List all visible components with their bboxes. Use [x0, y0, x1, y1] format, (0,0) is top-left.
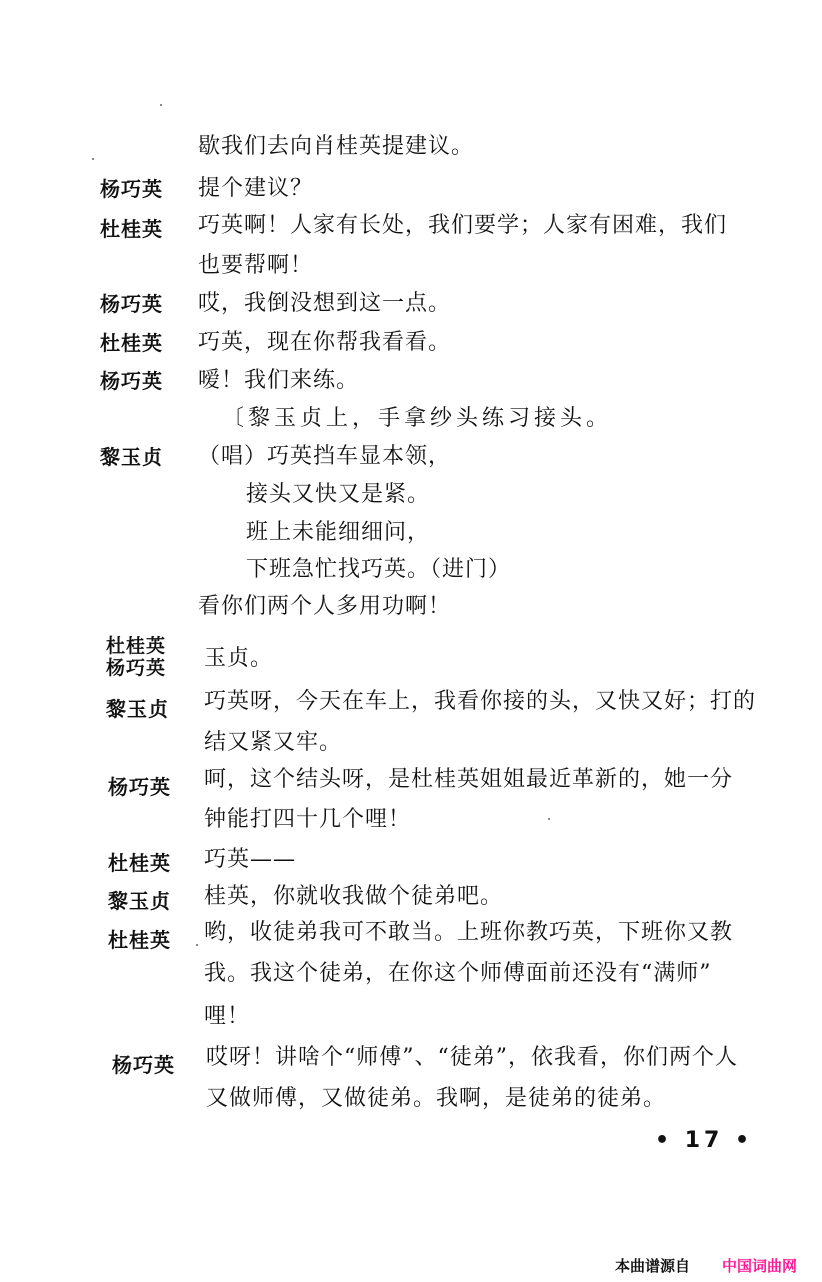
dialogue-line: 哩！ [204, 1004, 251, 1029]
watermark-prefix: 本曲谱源自 [615, 1257, 691, 1275]
speaker-name: 杨巧英 [108, 775, 171, 799]
dialogue-line: 歇我们去向肖桂英提建议。 [198, 134, 475, 159]
dialogue-line: 巧英呀，今天在车上，我看你接的头，又快又好；打的 [204, 689, 757, 714]
stage-direction: 〔黎玉贞上，手拿纱头练习接头。 [222, 406, 613, 431]
dialogue-line: 呵，这个结头呀，是杜桂英姐姐最近革新的，她一分 [204, 767, 734, 792]
speaker-name: 黎玉贞 [108, 889, 171, 913]
dialogue-line: 结又紧又牢。 [204, 730, 343, 755]
song-line: （唱）巧英挡车显本领， [198, 444, 452, 469]
speaker-name: 杜桂英 [108, 928, 171, 952]
speaker-name: 杜桂英 [100, 217, 163, 241]
dialogue-line: 玉贞。 [204, 646, 274, 671]
page-number: • 17 • [655, 1128, 754, 1153]
song-line: 班上未能细细问， [246, 520, 431, 545]
dialogue-line: 又做师傅，又做徒弟。我啊，是徒弟的徒弟。 [206, 1086, 667, 1111]
dialogue-line: 桂英，你就收我做个徒弟吧。 [204, 884, 504, 909]
dialogue-line: 哎呀！讲啥个“师傅”、“徒弟”，依我看，你们两个人 [206, 1045, 738, 1070]
scan-speck [92, 158, 94, 160]
speaker-name: 黎玉贞 [106, 697, 169, 721]
song-line: 下班急忙找巧英。（进门） [246, 557, 512, 582]
speaker-name: 杨巧英 [112, 1053, 175, 1077]
scan-speck [548, 818, 550, 820]
dialogue-line: 提个建议？ [198, 176, 314, 201]
dialogue-line: 也要帮啊！ [198, 253, 314, 278]
speaker-name: 杨巧英 [100, 177, 163, 201]
scan-speck [160, 104, 162, 106]
speaker-name: 杨巧英 [100, 369, 163, 393]
dialogue-line: 嗳！我们来练。 [198, 368, 360, 393]
dialogue-line: 看你们两个人多用功啊！ [198, 594, 452, 619]
speaker-name: 杨巧英 [106, 657, 167, 679]
dialogue-line: 我。我这个徒弟，在你这个师傅面前还没有“满师” [204, 961, 712, 986]
scan-speck [196, 944, 198, 946]
dialogue-line: 哟，收徒弟我可不敢当。上班你教巧英，下班你又教 [204, 920, 734, 945]
speaker-name: 杨巧英 [100, 292, 163, 316]
dialogue-line: 巧英—— [204, 847, 297, 872]
song-line: 接头又快又是紧。 [246, 482, 431, 507]
dialogue-line: 巧英，现在你帮我看看。 [198, 330, 452, 355]
speaker-name: 杜桂英 [100, 331, 163, 355]
speaker-name: 杜桂英 [108, 851, 171, 875]
speaker-name: 杜桂英 [106, 635, 167, 657]
dialogue-line: 巧英啊！人家有长处，我们要学；人家有困难，我们 [198, 213, 728, 238]
speaker-name: 黎玉贞 [100, 445, 163, 469]
dialogue-line: 钟能打四十几个哩！ [204, 807, 412, 832]
dialogue-line: 哎，我倒没想到这一点。 [198, 291, 452, 316]
watermark-site-link[interactable]: 中国词曲网 [722, 1257, 798, 1275]
